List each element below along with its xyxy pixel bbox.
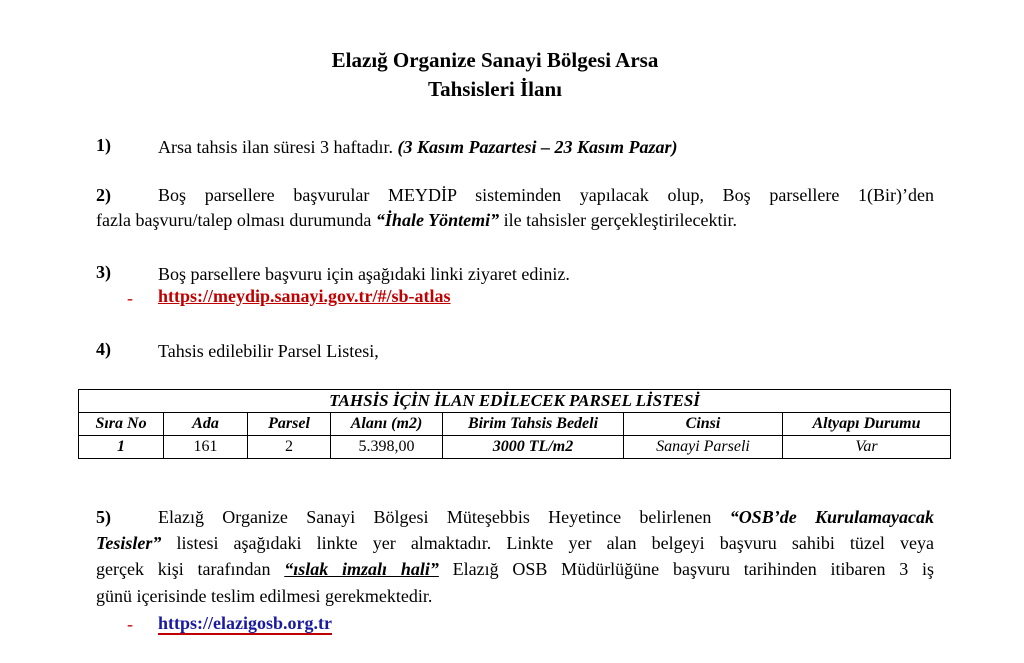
document-title-line2: Tahsisleri İlanı (427, 77, 563, 101)
cell-cinsi: Sanayi Parseli (624, 436, 783, 459)
table-row (79, 436, 951, 459)
item-2-number: 2) (96, 185, 111, 205)
header-birim-bedel: Birim Tahsis Bedeli (443, 413, 624, 436)
item-1-body: Arsa tahsis ilan süresi 3 haftadır. (158, 137, 393, 157)
table-header-row (79, 413, 951, 436)
parcel-table (78, 389, 951, 459)
item-5-line1-pre: Elazığ Organize Sanayi Bölgesi Müteşebbis Heyetince belirlenen (158, 507, 712, 527)
item-2-line2-post: ile tahsisler gerçekleştirilecektir. (503, 210, 738, 230)
header-altyapi: Altyapı Durumu (783, 413, 951, 436)
item-1-dates: (3 Kasım Pazartesi – 23 Kasım Pazar) (397, 137, 678, 157)
cell-sira-no: 1 (79, 436, 164, 459)
document-title-line1: Elazığ Organize Sanayi Bölgesi Arsa (331, 48, 659, 72)
cell-ada: 161 (164, 436, 248, 459)
item-4-number: 4) (96, 339, 111, 359)
item-3-number: 3) (96, 262, 111, 282)
item-5-line4: günü içerisinde teslim edilmesi gerekmektedir. (96, 586, 433, 606)
item-5-line1-em: “OSB’de Kurulamayacak (729, 507, 935, 527)
item-2-line1 (96, 183, 934, 207)
item-5-line2-post: listesi aşağıdaki linkte yer almaktadır. Linkte yer alan belgeyi başvuru sahibi tüzel veya (176, 533, 934, 553)
item-3-dash: - (127, 288, 133, 308)
item-5-number: 5) (96, 507, 111, 527)
item-5-line3-post: Elazığ OSB Müdürlüğüne başvuru tarihinden itibaren 3 iş (452, 559, 935, 579)
item-4-text: Tahsis edilebilir Parsel Listesi, (158, 341, 379, 361)
item-2-line1-text: Boş parsellere başvurular MEYDİP sisteminden yapılacak olup, Boş parsellere 1(Bir)’den (158, 185, 934, 205)
item-5-line3 (96, 557, 934, 581)
header-parsel: Parsel (248, 413, 331, 436)
item-1-number: 1) (96, 135, 111, 155)
item-5-dash: - (127, 614, 133, 634)
item-2-line2-pre: fazla başvuru/talep olması durumunda (96, 210, 372, 230)
item-1-text (158, 135, 677, 159)
item-3-text: Boş parsellere başvuru için aşağıdaki linki ziyaret ediniz. (158, 264, 570, 284)
item-5-line3-pre: gerçek kişi tarafından (96, 559, 271, 579)
item-5-line2-em: Tesisler” (96, 533, 162, 553)
cell-altyapi: Var (783, 436, 951, 459)
header-cinsi: Cinsi (624, 413, 783, 436)
header-ada: Ada (164, 413, 248, 436)
header-sira-no: Sıra No (79, 413, 164, 436)
header-alani: Alanı (m2) (331, 413, 443, 436)
meydip-link[interactable]: https://meydip.sanayi.gov.tr/#/sb-atlas (158, 286, 451, 306)
cell-parsel: 2 (248, 436, 331, 459)
item-2-line2 (96, 208, 737, 232)
elazigosb-link[interactable]: https://elazigosb.org.tr (158, 613, 332, 633)
cell-alani: 5.398,00 (331, 436, 443, 459)
item-5-line1 (96, 505, 934, 529)
cell-birim-bedel: 3000 TL/m2 (443, 436, 624, 459)
parcel-table-caption: TAHSİS İÇİN İLAN EDİLECEK PARSEL LİSTESİ (79, 390, 951, 413)
item-2-method: “İhale Yöntemi” (375, 210, 500, 230)
item-5-wet-signature: “ıslak imzalı hali” (284, 559, 439, 579)
item-5-line2 (96, 531, 934, 555)
